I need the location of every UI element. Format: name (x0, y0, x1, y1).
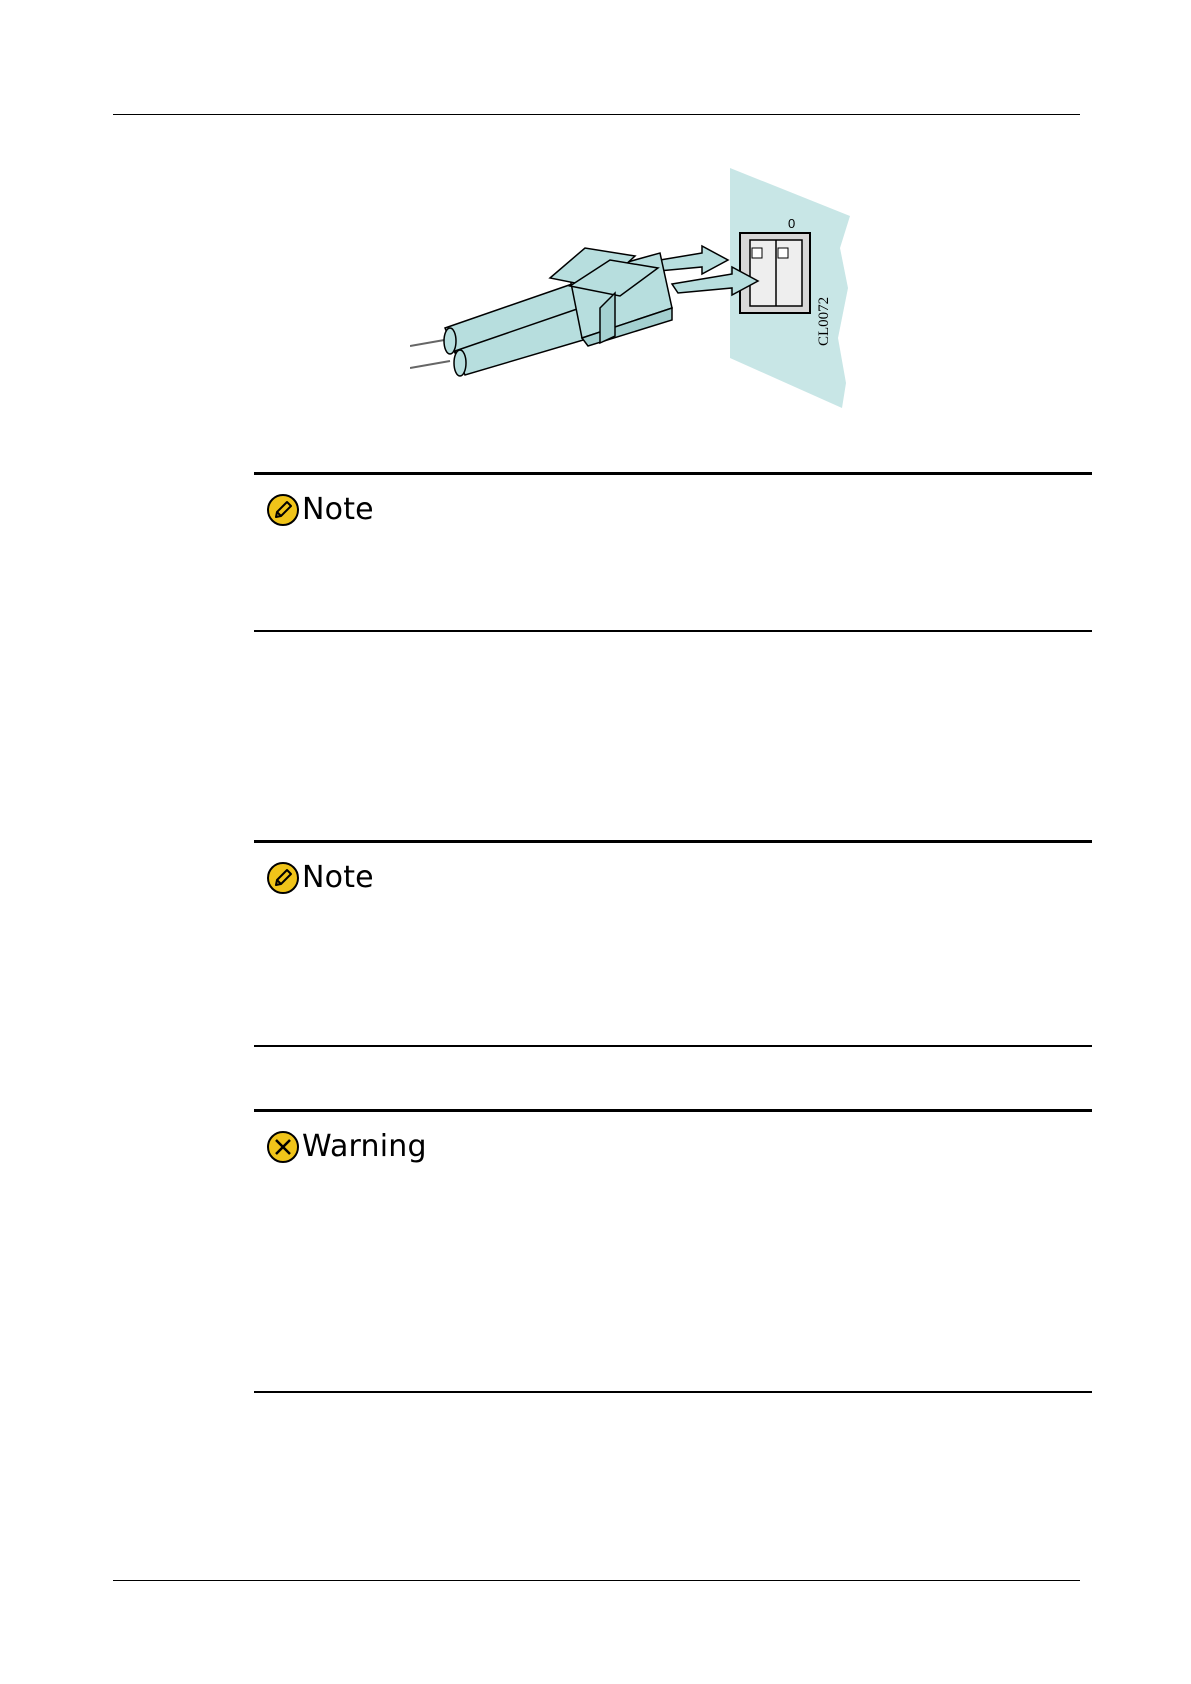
warning-top-rule (254, 1109, 1092, 1112)
note-box (254, 840, 1092, 1048)
note-label: Note (302, 492, 374, 527)
figure-code-label: CL0072 (816, 296, 832, 346)
note-heading (266, 860, 374, 895)
note-top-rule (254, 472, 1092, 475)
warning-heading (266, 1129, 427, 1164)
warning-label: Warning (302, 1129, 427, 1164)
note-bottom-rule (254, 1045, 1092, 1047)
note-heading (266, 492, 374, 527)
cross-circle-icon (266, 1130, 300, 1164)
footer-rule (113, 1580, 1080, 1581)
warning-box (254, 1109, 1092, 1395)
connector-insertion-figure (410, 168, 900, 418)
note-top-rule (254, 840, 1092, 843)
header-rule (113, 114, 1080, 115)
note-bottom-rule (254, 630, 1092, 632)
note-label: Note (302, 860, 374, 895)
warning-bottom-rule (254, 1391, 1092, 1393)
pencil-icon (266, 493, 300, 527)
port-number-label: 0 (788, 216, 796, 231)
fiber-connector-illustration (410, 168, 900, 418)
pencil-icon (266, 861, 300, 895)
note-box (254, 472, 1092, 632)
